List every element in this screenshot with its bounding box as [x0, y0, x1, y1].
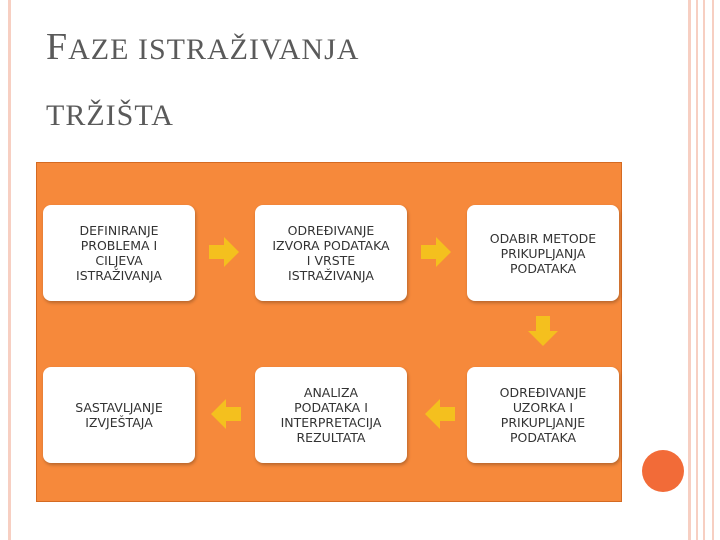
- step-1-label: DEFINIRANJE PROBLEMA I CILJEVA ISTRAŽIVANJA: [76, 223, 162, 283]
- arrow-right-icon: [419, 235, 453, 269]
- arrow-down-icon: [526, 314, 560, 348]
- right-border-rule-3: [703, 0, 705, 540]
- step-6-box: [43, 367, 195, 463]
- slide-title: FAZE ISTRAŽIVANJA TRŽIŠTA: [46, 26, 360, 132]
- step-4-box: [467, 367, 619, 463]
- arrow-right-icon: [207, 235, 241, 269]
- step-3-box: [467, 205, 619, 301]
- step-5-label: ANALIZA PODATAKA I INTERPRETACIJA REZULTATA: [280, 385, 382, 445]
- step-5-box: [255, 367, 407, 463]
- arrow-left-icon: [423, 397, 457, 431]
- right-border-rule-2: [696, 0, 698, 540]
- step-2-label: ODREĐIVANJE IZVORA PODATAKA I VRSTE ISTRAŽIVANJA: [272, 223, 390, 283]
- step-3-label: ODABIR METODE PRIKUPLJANJA PODATAKA: [489, 230, 597, 276]
- decorative-circle: [642, 450, 684, 492]
- process-diagram: [36, 162, 622, 502]
- right-border-rule-1: [688, 0, 691, 540]
- left-border-rule: [8, 0, 11, 540]
- step-1-box: [43, 205, 195, 301]
- right-border-rule-4: [712, 0, 714, 540]
- arrow-left-icon: [209, 397, 243, 431]
- step-4-label: ODREĐIVANJE UZORKA I PRIKUPLJANJE PODATAKA: [499, 385, 587, 445]
- step-2-box: [255, 205, 407, 301]
- step-6-label: SASTAVLJANJE IZVJEŠTAJA: [75, 400, 163, 430]
